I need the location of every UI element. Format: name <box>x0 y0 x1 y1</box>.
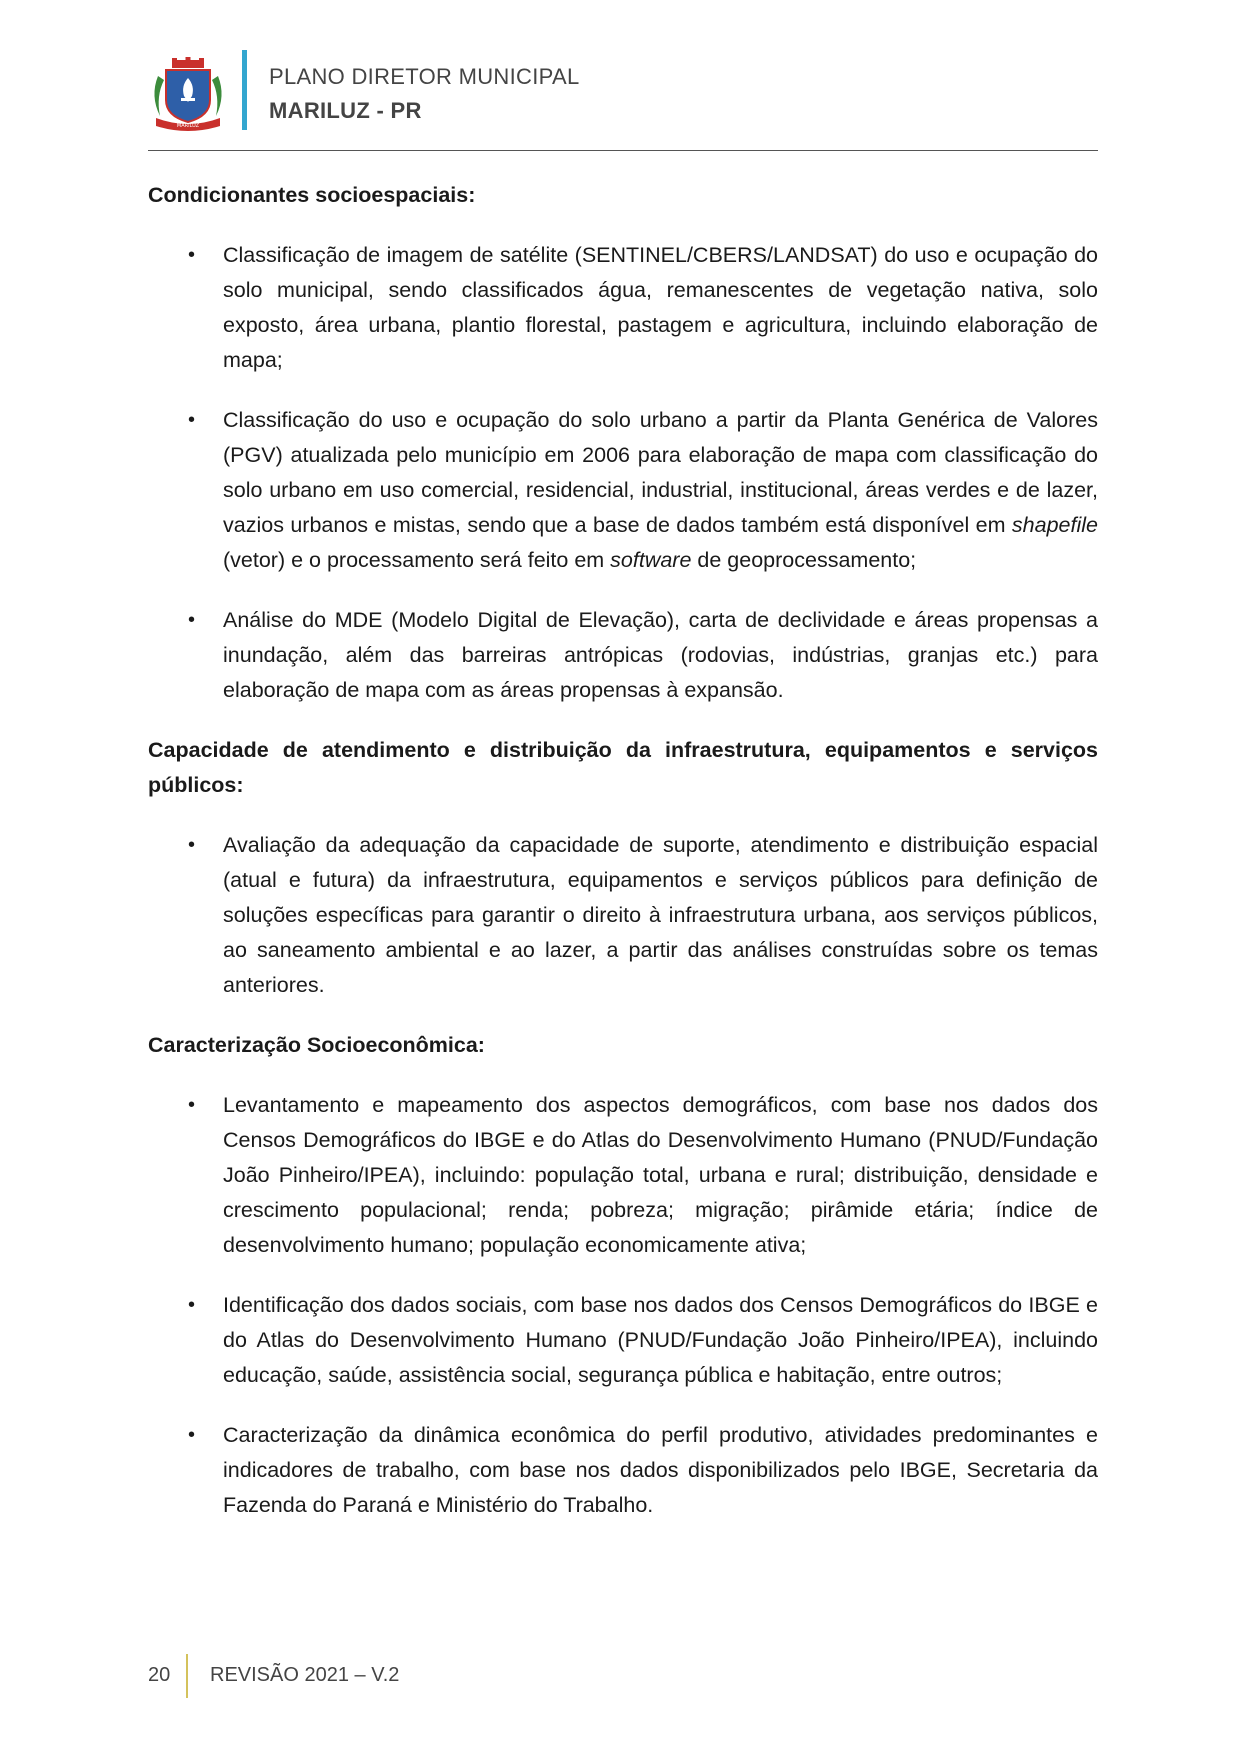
header-accent-bar <box>242 50 247 130</box>
footer-divider <box>186 1654 188 1698</box>
header-divider <box>148 150 1098 151</box>
bullet-list <box>148 1088 1098 1523</box>
bullet-icon: • <box>188 834 196 856</box>
list-item-text <box>223 403 1098 578</box>
document-title: PLANO DIRETOR MUNICIPAL <box>269 64 580 89</box>
bullet-icon: • <box>188 1294 196 1316</box>
bullet-icon: • <box>188 1094 196 1116</box>
text-run: Levantamento e mapeamento dos aspectos demográficos, com base nos dados dos Censos Demográficos do IBGE e do Atlas do Desenvolvimento Humano (PNUD/Fundação João Pinheiro/IPEA), incluindo: população total, urbana e rural; distribuição, densidade e crescimento populacional; renda; pobreza; migração; pirâmide etária; índice de desenvolvimento humano; população economicamente ativa; <box>223 1093 1098 1257</box>
list-item-text <box>223 1288 1098 1393</box>
bullet-icon: • <box>188 609 196 631</box>
text-run: Classificação de imagem de satélite (SENTINEL/CBERS/LANDSAT) do uso e ocupação do solo municipal, sendo classificados água, remanescentes de vegetação nativa, solo exposto, área urbana, plantio florestal, pastagem e agricultura, incluindo elaboração de mapa; <box>223 243 1098 372</box>
logo-ribbon-text: MARILUZ <box>176 123 200 129</box>
text-run: (vetor) e o processamento será feito em <box>223 548 611 572</box>
text-run: Análise do MDE (Modelo Digital de Elevação), carta de declividade e áreas propensas a inundação, além das barreiras antrópicas (rodovias, indústrias, granjas etc.) para elaboração de mapa com as áreas propensas à expansão. <box>223 608 1098 702</box>
list-item-text <box>223 828 1098 1003</box>
list-item <box>148 403 1098 578</box>
list-item-text <box>223 1088 1098 1263</box>
coat-of-arms-logo <box>148 56 228 132</box>
list-item <box>148 603 1098 708</box>
bullet-icon: • <box>188 244 196 266</box>
section-heading: Caracterização Socioeconômica: <box>148 1033 485 1057</box>
section-heading: Capacidade de atendimento e distribuição da infraestrutura, equipamentos e serviços públicos: <box>148 738 1098 797</box>
list-item <box>148 1288 1098 1393</box>
text-run: Avaliação da adequação da capacidade de suporte, atendimento e distribuição espacial (atual e futura) da infraestrutura, equipamentos e serviços públicos para definição de soluções específicas para garantir o direito à infraestrutura urbana, aos serviços públicos, ao saneamento ambiental e ao lazer, a partir das análises construídas sobre os temas anteriores. <box>223 833 1098 997</box>
text-run: Identificação dos dados sociais, com base nos dados dos Censos Demográficos do IBGE e do Atlas do Desenvolvimento Humano (PNUD/Fundação João Pinheiro/IPEA), incluindo educação, saúde, assistência social, segurança pública e habitação, entre outros; <box>223 1293 1098 1387</box>
italic-term: software <box>610 548 692 572</box>
page-number: 20 <box>148 1664 171 1686</box>
bullet-icon: • <box>188 1424 196 1446</box>
text-run: Caracterização da dinâmica econômica do perfil produtivo, atividades predominantes e indicadores de trabalho, com base nos dados disponibilizados pelo IBGE, Secretaria da Fazenda do Paraná e Ministério do Trabalho. <box>223 1423 1098 1517</box>
italic-term: shapefile <box>1011 513 1098 537</box>
list-item <box>148 1418 1098 1523</box>
list-item <box>148 238 1098 378</box>
list-item-text <box>223 603 1098 708</box>
document-body <box>148 178 1098 1548</box>
document-city: MARILUZ - PR <box>269 98 422 123</box>
bullet-list <box>148 238 1098 708</box>
bullet-list <box>148 828 1098 1003</box>
text-run: Classificação do uso e ocupação do solo urbano a partir da Planta Genérica de Valores (PGV) atualizada pelo município em 2006 para elaboração de mapa com classificação do solo urbano em uso comercial, residencial, industrial, institucional, áreas verdes e de lazer, vazios urbanos e mistas, sendo que a base de dados também está disponível em <box>223 408 1098 537</box>
page-footer <box>148 1654 548 1699</box>
list-item <box>148 828 1098 1003</box>
revision-label: REVISÃO 2021 – V.2 <box>210 1664 400 1686</box>
section-heading: Condicionantes socioespaciais: <box>148 183 476 207</box>
page-header <box>148 48 1098 152</box>
list-item-text <box>223 1418 1098 1523</box>
list-item <box>148 1088 1098 1263</box>
bullet-icon: • <box>188 409 196 431</box>
list-item-text <box>223 238 1098 378</box>
text-run: de geoprocessamento; <box>691 548 917 572</box>
